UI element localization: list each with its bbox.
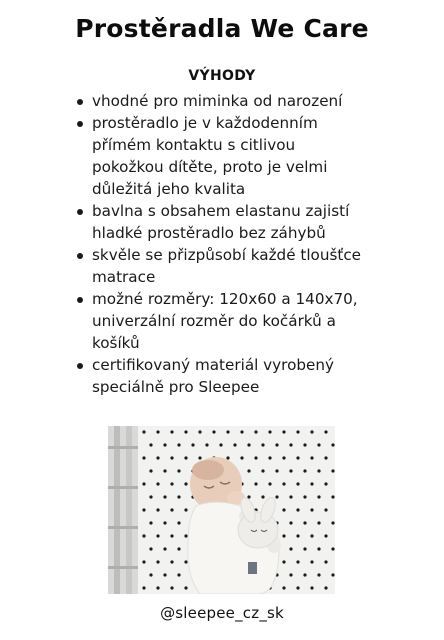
list-item-text: certifikovaný materiál vyrobený speciálně pro Sleepee [92, 356, 334, 396]
section-heading: VÝHODY [188, 68, 256, 84]
bullet-icon [77, 297, 83, 303]
list-item-text: možné rozměry: 120x60 a 140x70, univerzální rozměr do kočárků a košíků [92, 290, 358, 352]
baby-on-polka-dot-sheet-photo-icon [108, 426, 335, 594]
bullet-icon [77, 209, 83, 215]
product-photo [108, 426, 335, 594]
bullet-icon [77, 99, 83, 105]
social-handle: @sleepee_cz_sk [160, 604, 284, 622]
list-item-text: prostěradlo je v každodenním přímém kontaktu s citlivou pokožkou dítěte, proto je velmi důležitá jeho kvalita [92, 114, 328, 198]
bullet-icon [77, 253, 83, 259]
list-item [74, 244, 394, 288]
list-item [74, 112, 394, 200]
list-item-text: vhodné pro miminka od narození [92, 92, 343, 110]
benefits-list [74, 90, 394, 398]
list-item [74, 288, 394, 354]
list-item [74, 200, 394, 244]
bullet-icon [77, 121, 83, 127]
list-item-text: skvěle se přizpůsobí každé tloušťce matrace [92, 246, 362, 286]
bullet-icon [77, 363, 83, 369]
list-item [74, 354, 394, 398]
list-item-text: bavlna s obsahem elastanu zajistí hladké prostěradlo bez záhybů [92, 202, 350, 242]
page-title: Prostěradla We Care [75, 14, 369, 43]
list-item [74, 90, 394, 112]
